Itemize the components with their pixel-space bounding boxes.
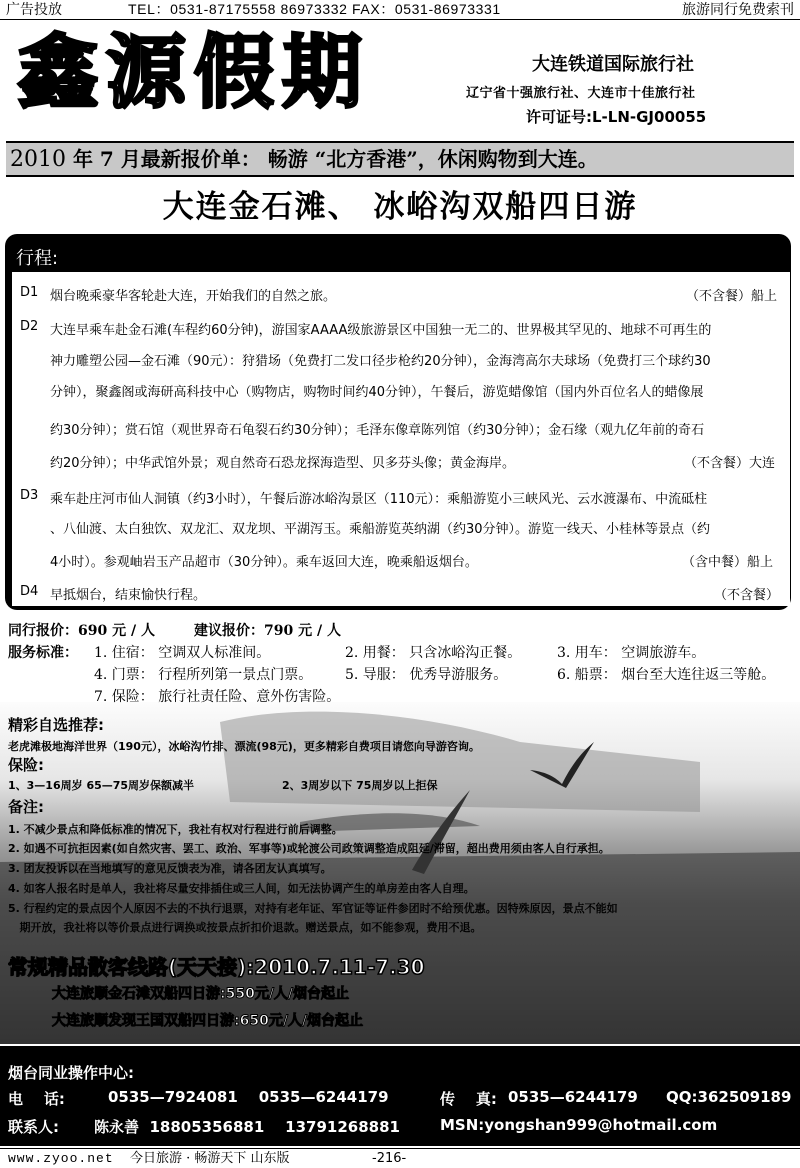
optional-text: 老虎滩极地海洋世界（190元），冰峪沟竹排、漂流(98元)，更多精彩自费项目请您向导游咨询。 [8, 740, 480, 753]
insurance-item: 1、3—16周岁 65—75周岁保额减半 [8, 779, 195, 792]
itinerary-heading: 行程: [16, 248, 59, 269]
brand-logo-text: 鑫源假期 [18, 25, 370, 119]
day-label: D1 [20, 285, 39, 300]
day-line: 烟台晚乘豪华客轮赴大连，开始我们的自然之旅。 [50, 289, 337, 304]
day-line: 神力雕塑公园—金石滩（90元）：狩猎场（免费打二发口径步枪约20分钟），金海湾高尔夫球场（免费打三个球约30 [50, 354, 711, 369]
banner-text: 年 7 月最新报价单： 畅游 “北方香港”，休闲购物到大连。 [66, 147, 598, 171]
contact-person-label: 联系人: [8, 1118, 59, 1136]
route-item: 大连旅顺金石滩双船四日游:550元/人/烟台起止 [52, 986, 350, 1002]
slogan: 今日旅游 · 畅游天下 山东版 [130, 1151, 290, 1166]
tour-title: 大连金石滩、 冰峪沟双船四日游 [162, 189, 638, 225]
day-line: 分钟），聚鑫阁或海研高科技中心（购物店，购物时间约40分钟），午餐后，游览蜡像馆（国内外百位名人的蜡像展 [50, 385, 704, 400]
price-banner [6, 141, 794, 177]
free-catalog-label: 旅游同行免费索刊 [682, 2, 794, 18]
service-item: 4. 门票： 行程所列第一景点门票。 [94, 667, 313, 683]
day-label: D3 [20, 488, 39, 503]
day-label: D2 [20, 319, 39, 334]
msn-contact: MSN:yongshan999@hotmail.com [440, 1116, 718, 1134]
qq-number: QQ:362509189 [666, 1088, 792, 1106]
day-line: 约20分钟）；中华武馆外景；观自然奇石恐龙探海造型、贝多芬头像；黄金海岸。 [50, 456, 516, 471]
service-item: 7. 保险： 旅行社责任险、意外伤害险。 [94, 689, 341, 705]
agency-name: 大连铁道国际旅行社 [532, 54, 694, 75]
service-item: 1. 住宿： 空调双人标准间。 [94, 645, 271, 661]
ad-label: 广告投放 [6, 2, 62, 18]
optional-heading: 精彩自选推荐: [8, 716, 104, 734]
contact-panel [0, 1046, 800, 1146]
note-item: 4. 如客人报名时是单人，我社将尽量安排插住或三人间，如无法协调产生的单房差由客人自理。 [8, 882, 475, 895]
bottom-strip [0, 1148, 800, 1168]
insurance-item: 2、3周岁以下 75周岁以上拒保 [282, 779, 438, 792]
top-info-bar [0, 0, 800, 20]
insurance-heading: 保险: [8, 756, 44, 774]
suggested-price: 建议报价：790 元 / 人 [194, 623, 341, 639]
service-label: 服务标准： [8, 645, 78, 661]
day-line: 乘车赴庄河市仙人洞镇（约3小时），午餐后游冰峪沟景区（110元）：乘船游览小三峡风光、云水渡瀑布、中流砥柱 [50, 492, 708, 507]
day-line: 大连早乘车赴金石滩(车程约60分钟)，游国家AAAA级旅游景区中国独一无二的、世界极其罕见的、地球不可再生的 [50, 323, 712, 338]
day-meal: （不含餐）大连 [684, 456, 776, 471]
note-item: 期开放，我社将以等价景点进行调换或按景点折扣价退款。赠送景点，如不能参观，费用不退。 [8, 921, 482, 934]
day-line: 4小时）。参观岫岩玉产品超市（30分钟）。乘车返回大连，晚乘船返烟台。 [50, 555, 478, 570]
agency-honor: 辽宁省十强旅行社、大连市十佳旅行社 [466, 86, 696, 101]
day-line: 早抵烟台，结束愉快行程。 [50, 588, 207, 603]
note-item: 5. 行程约定的景点因个人原因不去的不执行退票，对持有老年证、军官证等证件参团时不给预优惠。因特殊原因，景点不能如 [8, 902, 618, 915]
day-meal: （不含餐） [714, 588, 780, 603]
contact-person: 陈永善 18805356881 13791268881 [94, 1118, 400, 1136]
notes-heading: 备注: [8, 798, 44, 816]
fax-number: 0535—6244179 [508, 1088, 638, 1106]
fax-label: 传 真: [440, 1090, 497, 1108]
day-meal: （不含餐）船上 [686, 289, 778, 304]
phone-label: 电 话: [8, 1090, 65, 1108]
license-number: 许可证号:L-LN-GJ00055 [526, 108, 707, 126]
day-line: 约30分钟）；赏石馆（观世界奇石龟裂石约30分钟）；毛泽东像章陈列馆（约30分钟）；金石缘（观九亿年前的奇石 [50, 423, 705, 438]
peer-price: 同行报价：690 元 / 人 [8, 623, 155, 639]
regular-routes-heading: 常规精品散客线路(天天接):2010.7.11-7.30 [8, 955, 425, 979]
phone-numbers: 0535—7924081 0535—6244179 [108, 1088, 389, 1106]
note-item: 1. 不减少景点和降低标准的情况下，我社有权对行程进行前后调整。 [8, 823, 343, 836]
day-line: 、八仙渡、太白独饮、双龙汇、双龙坝、平湖泻玉。乘船游览英纳湖（约30分钟）。游览一线天、小桂林等景点（约 [50, 522, 711, 537]
note-item: 2. 如遇不可抗拒因素(如自然灾害、罢工、政治、军事等)或轮渡公司政策调整造成阻延/滞留，超出费用须由客人自行承担。 [8, 842, 610, 855]
route-item: 大连旅顺发现王国双船四日游:650元/人/烟台起止 [52, 1013, 364, 1029]
service-item: 3. 用车： 空调旅游车。 [557, 645, 706, 661]
service-item: 6. 船票： 烟台至大连往返三等舱。 [557, 667, 776, 683]
service-item: 2. 用餐： 只含冰峪沟正餐。 [345, 645, 522, 661]
ad-contact-numbers: TEL：0531-87175558 86973332 FAX：0531-86973331 [128, 1, 501, 17]
website-url: www.zyoo.net [8, 1151, 114, 1166]
note-item: 3. 团友投诉以在当地填写的意见反馈表为准，请各团友认真填写。 [8, 862, 332, 875]
day-label: D4 [20, 584, 39, 599]
page-number: -216- [372, 1151, 407, 1166]
day-meal: （含中餐）船上 [682, 555, 774, 570]
operation-center: 烟台同业操作中心: [8, 1064, 134, 1082]
service-item: 5. 导服： 优秀导游服务。 [345, 667, 508, 683]
banner-year: 2010 [10, 147, 66, 172]
